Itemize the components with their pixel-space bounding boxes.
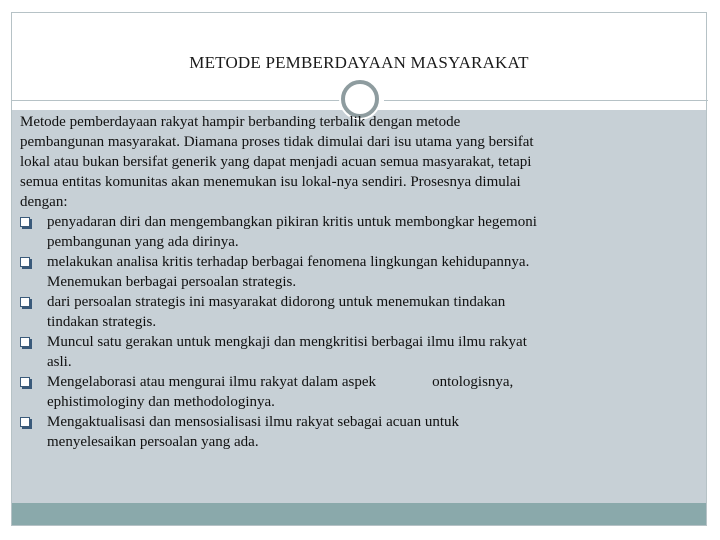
list-item	[20, 332, 690, 372]
list-item	[20, 212, 690, 252]
list-item-line: penyadaran diri dan mengembangkan pikiran kritis untuk membongkar hegemoni	[47, 214, 537, 230]
bullet-list	[20, 212, 690, 452]
checkbox-bullet-icon	[20, 217, 30, 227]
checkbox-bullet-icon	[20, 297, 30, 307]
list-item-line: asli.	[47, 354, 72, 370]
list-item-text: ontologisnya,	[432, 374, 514, 390]
checkbox-bullet-icon	[20, 337, 30, 347]
list-item-line: Mengaktualisasi dan mensosialisasi ilmu rakyat sebagai acuan untuk	[47, 414, 459, 430]
intro-paragraph	[20, 112, 690, 212]
intro-line: Metode pemberdayaan rakyat hampir berbanding terbalik dengan metode	[20, 114, 461, 130]
list-item-line: melakukan analisa kritis terhadap berbagai fenomena lingkungan kehidupannya.	[47, 254, 530, 270]
list-item-line: Muncul satu gerakan untuk mengkaji dan mengkritisi berbagai ilmu ilmu rakyat	[47, 334, 527, 350]
list-item-text: Mengelaborasi atau mengurai ilmu rakyat dalam aspek	[47, 374, 377, 390]
list-item-line	[47, 372, 690, 392]
checkbox-bullet-icon	[20, 417, 30, 427]
list-item	[20, 372, 690, 412]
list-item	[20, 252, 690, 292]
slide-content	[20, 112, 690, 452]
bottom-bar	[12, 503, 706, 525]
intro-line: lokal atau bukan bersifat generik yang dapat menjadi acuan semua masyarakat, tetapi	[20, 154, 532, 170]
slide-title: METODE PEMBERDAYAAN MASYARAKAT	[189, 53, 529, 72]
list-item	[20, 412, 690, 452]
list-item-line: dari persoalan strategis ini masyarakat didorong untuk menemukan tindakan	[47, 294, 506, 310]
checkbox-bullet-icon	[20, 257, 30, 267]
intro-line: semua entitas komunitas akan menemukan isu lokal-nya sendiri. Prosesnya dimulai	[20, 174, 521, 190]
list-item-line: Menemukan berbagai persoalan strategis.	[47, 274, 297, 290]
intro-line: pembangunan masyarakat. Diamana proses tidak dimulai dari isu utama yang bersifat	[20, 134, 534, 150]
list-item-line: tindakan strategis.	[47, 314, 157, 330]
title-divider-right	[384, 100, 708, 101]
list-item-line: ephistimologiny dan methodologinya.	[47, 394, 275, 410]
list-item	[20, 292, 690, 332]
list-item-line: pembangunan yang ada dirinya.	[47, 234, 239, 250]
list-item-line: menyelesaikan persoalan yang ada.	[47, 434, 259, 450]
checkbox-bullet-icon	[20, 377, 30, 387]
title-divider-left	[12, 100, 341, 101]
intro-line: dengan:	[20, 194, 68, 210]
